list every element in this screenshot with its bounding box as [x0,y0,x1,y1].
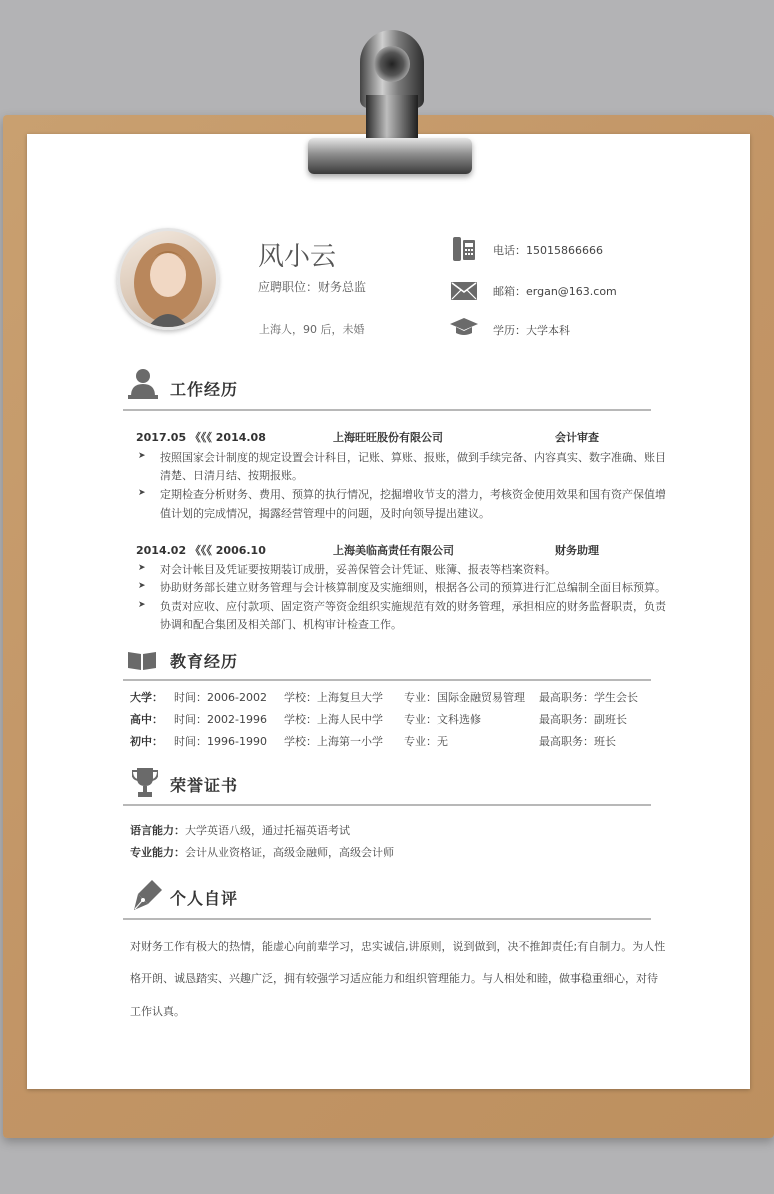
edu-2-duty: 最高职务：副班长 [539,713,627,726]
work-1-bullet-1: 按照国家会计制度的规定设置会计科目，记账、算账、报账，做到手续完备、内容真实、数字准确、账目 [160,451,666,464]
section-title-self: 个人自评 [170,889,239,908]
email-text: 邮箱：ergan@163.com [493,285,617,298]
section-title-honors: 荣誉证书 [170,776,239,795]
honor-2 [130,844,394,860]
basic-info: 上海人，90 后，未婚 [259,323,365,336]
self-eval-line-1: 对财务工作有极大的热情，能虚心向前辈学习，忠实诚信,讲原则，说到做到，决不推卸责任;有自制力。为人性 [130,940,666,953]
phone-icon [452,236,476,266]
edu-1-major: 专业：国际金融贸易管理 [404,691,525,704]
pen-nib-icon [134,880,162,914]
work-2-bullet-1: 对会计帐目及凭证要按期装订成册，妥善保管会计凭证、账簿、报表等档案资料。 [160,563,556,576]
edu-3-level: 初中： [130,735,163,748]
candidate-name: 风小云 [258,242,337,272]
section-title-education: 教育经历 [170,652,239,671]
binder-clip [300,20,476,180]
self-eval-line-3: 工作认真。 [130,1005,185,1018]
clip-hole [374,46,410,82]
edu-3-school: 学校：上海第一小学 [284,735,383,748]
work-1-bullet-1-cont: 清楚、日清月结、按期报账。 [160,469,303,482]
edu-3-time: 时间：1996-1990 [174,735,267,748]
self-divider [123,918,651,920]
edu-2-school: 学校：上海人民中学 [284,713,383,726]
edu-2-time: 时间：2002-1996 [174,713,267,726]
honors-divider [123,804,651,806]
edu-1-time: 时间：2006-2002 [174,691,267,704]
trophy-icon [132,768,158,802]
work-2-bullet-3: 负责对应收、应付款项、固定资产等资金组织实施规范有效的财务管理，承担相应的财务监督职责，负责 [160,600,666,613]
edu-2-level: 高中： [130,713,163,726]
bullet-arrow-icon: ➤ [138,581,146,591]
phone-text: 电话：15015866666 [493,244,603,257]
clip-base [308,138,472,174]
self-eval-line-2: 格开朗、诚恳踏实、兴趣广泛，拥有较强学习适应能力和组织管理能力。与人相处和睦，做事稳重细心，对待 [130,972,658,985]
person-icon [128,368,158,404]
edu-3-major: 专业：无 [404,735,448,748]
work-2-bullet-2: 协助财务部长建立财务管理与会计核算制度及实施细则，根据各公司的预算进行汇总编制全面目标预算。 [160,581,666,594]
graduation-cap-icon [450,318,478,340]
work-1-bullet-2: 定期检查分析财务、费用、预算的执行情况，挖掘增收节支的潜力，考核资金使用效果和国有资产保值增 [160,488,666,501]
honor-1-text: 大学英语八级，通过托福英语考试 [185,824,350,837]
honor-2-label: 专业能力： [130,846,185,859]
honor-2-text: 会计从业资格证，高级金融师，高级会计师 [185,846,394,859]
section-title-work: 工作经历 [170,380,239,399]
work-1-bullet-2-cont: 值计划的完成情况，揭露经营管理中的问题，及时向领导提出建议。 [160,507,490,520]
work-1-company: 上海旺旺股份有限公司 [333,431,443,444]
work-divider [123,409,651,411]
avatar [117,228,219,330]
edu-3-duty: 最高职务：班长 [539,735,616,748]
work-1-role: 会计审查 [555,431,599,444]
honor-1-label: 语言能力： [130,824,185,837]
edu-1-school: 学校：上海复旦大学 [284,691,383,704]
edu-2-major: 专业：文科选修 [404,713,481,726]
edu-1-level: 大学： [130,691,163,704]
bullet-arrow-icon: ➤ [138,563,146,573]
email-icon [451,282,477,304]
honor-1 [130,822,350,838]
work-2-bullet-3-cont: 协调和配合集团及相关部门、机构审计检查工作。 [160,618,402,631]
work-2-role: 财务助理 [555,544,599,557]
applied-position: 应聘职位：财务总监 [258,280,367,294]
bullet-arrow-icon: ➤ [138,600,146,610]
edu-1-duty: 最高职务：学生会长 [539,691,638,704]
bullet-arrow-icon: ➤ [138,451,146,461]
avatar-portrait-icon [120,231,216,327]
bullet-arrow-icon: ➤ [138,488,146,498]
work-2-company: 上海美临高责任有限公司 [333,544,454,557]
work-1-period: 2017.05 《《《 2014.08 [136,431,266,444]
education-text: 学历：大学本科 [493,324,570,337]
education-divider [123,679,651,681]
book-icon [128,650,156,674]
work-2-period: 2014.02 《《《 2006.10 [136,544,266,557]
